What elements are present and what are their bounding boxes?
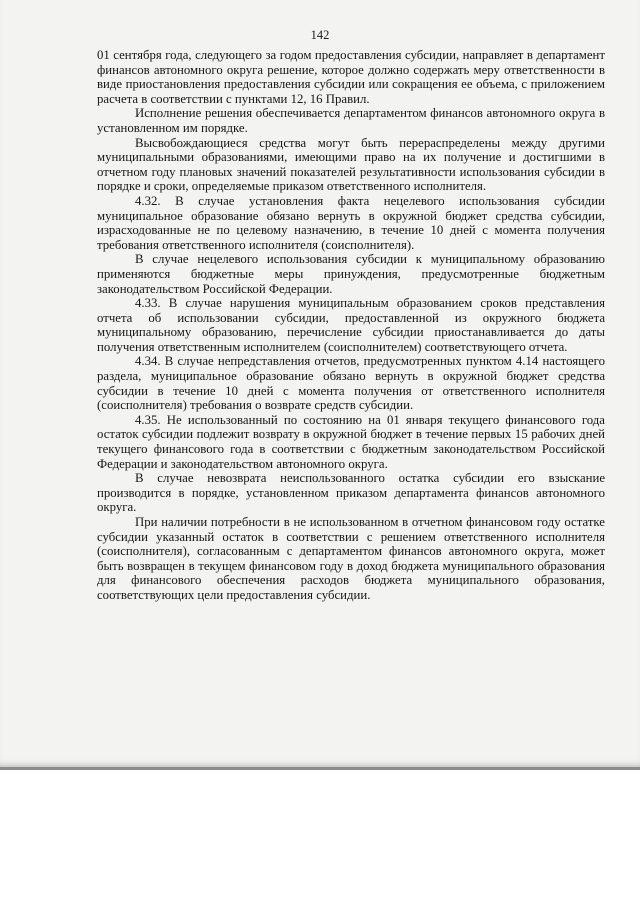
paragraph-4-34: 4.34. В случае непредставления отчетов, предусмотренных пунктом 4.14 настоящего раздела, муниципальное образование обязано вернуть в окружной бюджет средства субсидии в течение 10 дней с момента получения от ответственного исполнителя (соисполнителя) требования о возврате средств субсидии. xyxy=(97,354,605,413)
page-number: 142 xyxy=(310,28,330,42)
paragraph: При наличии потребности в не использованном в отчетном финансовом году остатке субсидии указанный остаток в соответствии с решением ответственного исполнителя (соисполнителя), согласованным с департаментом финансов автономного округа, может быть возвращен в текущем финансовом году в доход бюджета муниципального образования для финансового обеспечения расходов бюджета муниципального образования, соответствующих цели предоставления субсидии. xyxy=(97,515,605,602)
paragraph: В случае невозврата неиспользованного остатка субсидии его взыскание производится в порядке, установленном приказом департамента финансов автономного округа. xyxy=(97,471,605,515)
paragraph: Высвобождающиеся средства могут быть перераспределены между другими муниципальными образованиями, имеющими право на их получение и достигшими в отчетном году плановых значений показателей результативности использования субсидии в порядке и сроки, определяемые приказом ответственного исполнителя. xyxy=(97,135,605,194)
paragraph-4-32: 4.32. В случае установления факта нецелевого использования субсидии муниципальное образование обязано вернуть в окружной бюджет средства субсидии, израсходованные не по целевому назначению, в течение 10 дней с момента получения требования ответственного исполнителя (соисполнителя). xyxy=(97,193,605,252)
paragraph: Исполнение решения обеспечивается департаментом финансов автономного округа в установленном им порядке. xyxy=(97,106,605,135)
body-text xyxy=(97,48,605,603)
paragraph-4-33: 4.33. В случае нарушения муниципальным образованием сроков представления отчета об использовании субсидии, предоставленной из окружного бюджета муниципальному образованию, перечисление субсидии приостанавливается до даты получения ответственным исполнителем (соисполнителем) соответствующего отчета. xyxy=(97,296,605,354)
paragraph: 01 сентября года, следующего за годом предоставления субсидии, направляет в департамент финансов автономного округа решение, которое должно содержать меру ответственности в виде приостановления предоставления субсидии или сокращения ее объема, с приложением расчета в соответствии с пунктами 12, 16 Правил. xyxy=(97,48,605,106)
paragraph-4-35: 4.35. Не использованный по состоянию на 01 января текущего финансового года остаток субсидии подлежит возврату в окружной бюджет в течение первых 15 рабочих дней текущего финансового года в соответствии с бюджетным законодательством Российской Федерации и законодательством автономного округа. xyxy=(97,412,605,471)
paragraph: В случае нецелевого использования субсидии к муниципальному образованию применяются бюджетные меры принуждения, предусмотренные бюджетным законодательством Российской Федерации. xyxy=(97,252,605,296)
